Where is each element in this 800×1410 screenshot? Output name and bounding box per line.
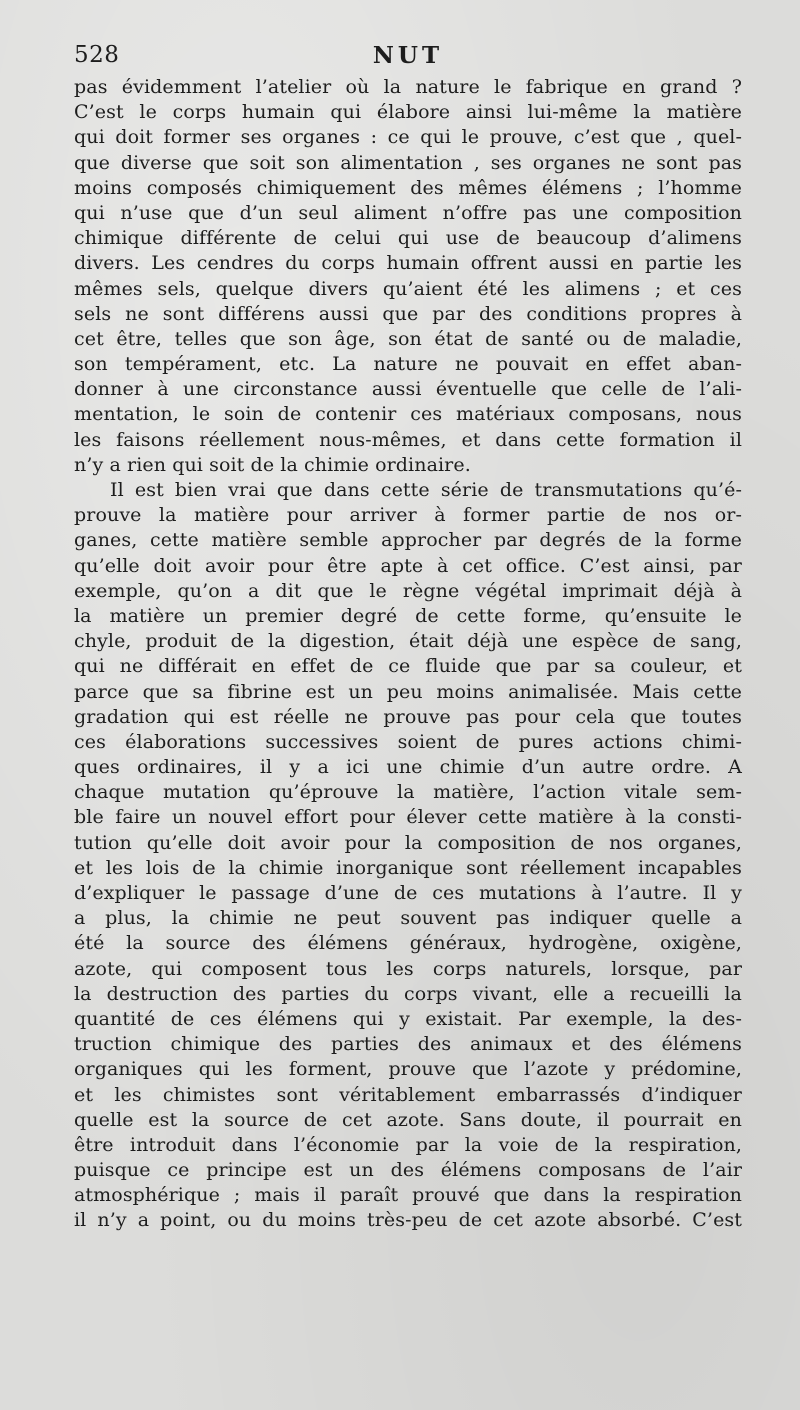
text-line: été la source des élémens généraux, hydrogène, oxigène, — [74, 932, 742, 955]
text-line: mêmes sels, quelque divers qu’aient été les alimens ; et ces — [74, 277, 742, 300]
text-line: qui n’use que d’un seul aliment n’offre pas une composition — [74, 201, 742, 224]
text-line: ques ordinaires, il y a ici une chimie d’un autre ordre. A — [74, 756, 742, 779]
body-text — [74, 75, 742, 1234]
text-line: ces élaborations successives soient de pures actions chimi- — [74, 730, 742, 753]
text-line: et les lois de la chimie inorganique sont réellement incapables — [74, 856, 742, 879]
text-line: divers. Les cendres du corps humain offrent aussi en partie les — [74, 252, 742, 275]
text-line: cet être, telles que son âge, son état de santé ou de maladie, — [74, 327, 742, 350]
text-line: quelle est la source de cet azote. Sans doute, il pourrait en — [74, 1108, 742, 1131]
text-line: chimique différente de celui qui use de beaucoup d’alimens — [74, 227, 742, 250]
text-line: prouve la matière pour arriver à former partie de nos or- — [74, 504, 742, 527]
text-line: qu’elle doit avoir pour être apte à cet office. C’est ainsi, par — [74, 554, 742, 577]
text-line: pas évidemment l’atelier où la nature le fabrique en grand ? — [74, 76, 742, 98]
text-line: truction chimique des parties des animaux et des élémens — [74, 1033, 742, 1056]
text-line: qui doit former ses organes : ce qui le prouve, c’est que , quel- — [74, 126, 742, 149]
text-line: ble faire un nouvel effort pour élever cette matière à la consti- — [74, 806, 742, 829]
text-line: sels ne sont différens aussi que par des conditions propres à — [74, 302, 742, 325]
text-line: tution qu’elle doit avoir pour la composition de nos organes, — [74, 831, 742, 854]
text-line: puisque ce principe est un des élémens composans de l’air — [74, 1159, 742, 1182]
text-line: gradation qui est réelle ne prouve pas pour cela que toutes — [74, 705, 742, 728]
running-head: NUT — [372, 42, 444, 69]
page-number: 528 — [74, 42, 120, 68]
text-line: son tempérament, etc. La nature ne pouvait en effet aban- — [74, 353, 742, 376]
text-line: d’expliquer le passage d’une de ces mutations à l’autre. Il y — [74, 882, 742, 904]
text-line: atmosphérique ; mais il paraît prouvé que dans la respiration — [74, 1184, 742, 1207]
text-line: moins composés chimiquement des mêmes élémens ; l’homme — [74, 176, 742, 199]
paragraph-first-line: Il est bien vrai que dans cette série de transmutations qu’é- — [110, 479, 742, 501]
text-line: organiques qui les forment, prouve que l’azote y prédomine, — [74, 1058, 742, 1081]
text-line: chyle, produit de la digestion, était déjà une espèce de sang, — [74, 630, 742, 653]
page-header — [74, 42, 742, 78]
text-line: ganes, cette matière semble approcher par degrés de la forme — [74, 529, 742, 552]
text-line: parce que sa fibrine est un peu moins animalisée. Mais cette — [74, 680, 742, 703]
text-line: mentation, le soin de contenir ces matériaux composans, nous — [74, 403, 742, 426]
text-line: azote, qui composent tous les corps naturels, lorsque, par — [74, 957, 742, 980]
text-line: et les chimistes sont véritablement embarrassés d’indiquer — [74, 1083, 742, 1106]
text-line: être introduit dans l’économie par la voie de la respiration, — [74, 1133, 742, 1156]
text-line: donner à une circonstance aussi éventuelle que celle de l’ali- — [74, 378, 742, 401]
text-line: a plus, la chimie ne peut souvent pas indiquer quelle a — [74, 907, 742, 930]
text-line: que diverse que soit son alimentation , ses organes ne sont pas — [74, 151, 742, 174]
text-line: C’est le corps humain qui élabore ainsi lui-même la matière — [74, 101, 742, 124]
text-line: les faisons réellement nous-mêmes, et dans cette formation il — [74, 428, 742, 451]
text-line: il n’y a point, ou du moins très-peu de cet azote absorbé. C’est — [74, 1209, 742, 1232]
text-line: quantité de ces élémens qui y existait. Par exemple, la des- — [74, 1007, 742, 1030]
text-line: exemple, qu’on a dit que le règne végétal imprimait déjà à — [74, 579, 742, 602]
text-line: chaque mutation qu’éprouve la matière, l’action vitale sem- — [74, 781, 742, 804]
text-line: la matière un premier degré de cette forme, qu’ensuite le — [74, 604, 742, 627]
text-line: la destruction des parties du corps vivant, elle a recueilli la — [74, 982, 742, 1005]
paragraph-last-line: n’y a rien qui soit de la chimie ordinaire. — [74, 453, 471, 476]
text-line: qui ne différait en effet de ce fluide que par sa couleur, et — [74, 655, 742, 678]
